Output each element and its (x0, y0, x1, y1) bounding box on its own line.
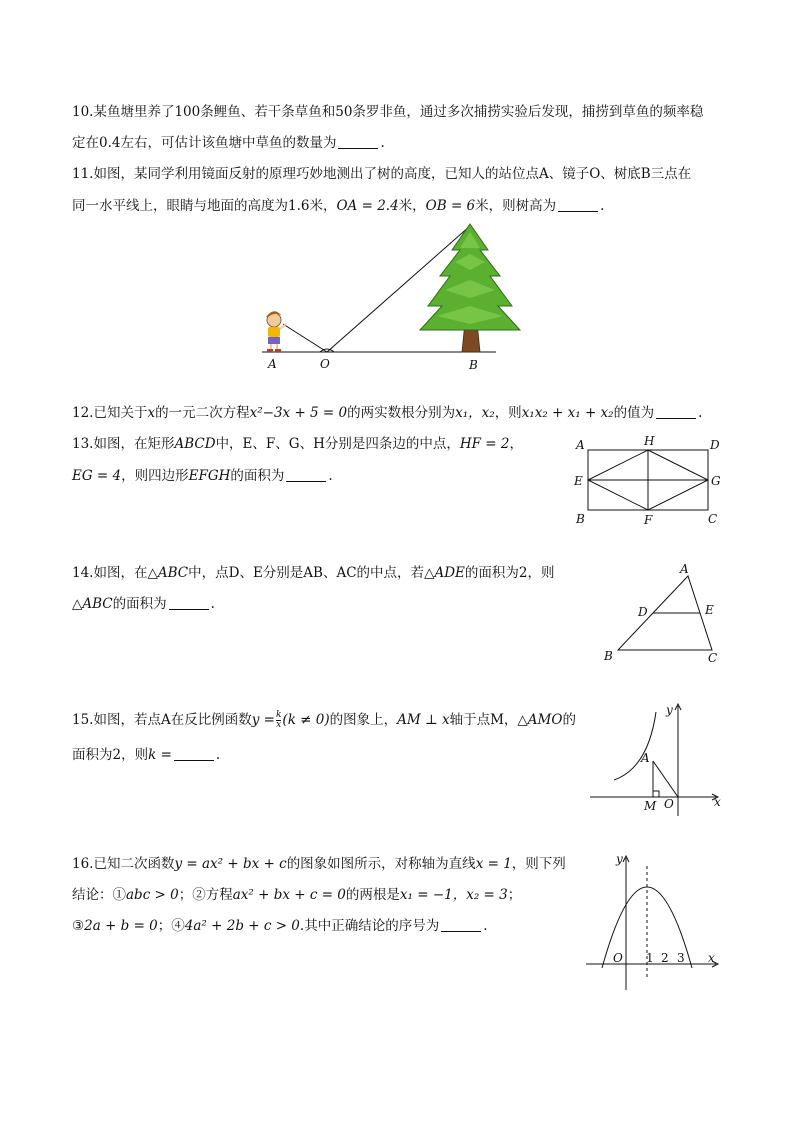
q12-answer-blank[interactable] (656, 406, 696, 419)
q15-frac-num: k (275, 710, 282, 720)
q14-label-e: E (705, 603, 714, 617)
q13-answer-blank[interactable] (286, 469, 326, 482)
q11-text1: 11.如图，某同学利用镜面反射的原理巧妙地测出了树的高度，已知人的站位点A、镜子O、树底B三点在 (72, 166, 692, 182)
q11-answer-blank[interactable] (558, 199, 598, 212)
q15-text5: 面积为2，则 (72, 747, 149, 763)
q15-am-perp: AM ⊥ x (397, 712, 450, 728)
q16-cond3: 2a + b = 0 (84, 918, 158, 934)
q14-line1 (72, 564, 554, 582)
q14-label-a: A (680, 562, 689, 576)
q10-answer-blank[interactable] (338, 136, 378, 149)
q15-y-arrow (675, 704, 681, 710)
q16-y-arrow (623, 856, 629, 862)
q16-text9: ；④ (157, 918, 185, 934)
q13-label-e: E (574, 474, 583, 488)
q16-text4: 结论：① (72, 887, 126, 903)
q12-roots: x₁，x₂ (455, 405, 495, 421)
q12-text3: 的两实数根分别为 (347, 405, 456, 421)
q15-label-m: M (644, 799, 657, 813)
q16-text6: 的两根是 (345, 887, 400, 903)
q15-ao-segment (653, 761, 678, 797)
q11-label-b: B (469, 358, 478, 372)
q15-label-x: x (714, 795, 721, 809)
q14-label-c: C (708, 651, 718, 665)
q10-text1: 10.某鱼塘里养了100条鲤鱼、若干条草鱼和50条罗非鱼，通过多次捕捞实验后发现，捕捞到草鱼的频率稳 (72, 104, 704, 120)
q14-abc2: △ABC (72, 596, 113, 612)
q14-text2: 中，点D、E分别是AB、AC的中点，若 (188, 565, 425, 581)
q16-cond1: abc > 0 (126, 887, 179, 903)
q12-text5: 的值为 (613, 405, 655, 421)
q10-line1 (72, 103, 703, 121)
q14-ade: △ADE (424, 565, 465, 581)
q11-incident-ray (283, 324, 327, 352)
q16-text1: 16.已知二次函数 (72, 856, 175, 872)
q14-label-d: D (638, 605, 648, 619)
q15-label-y: y (666, 703, 673, 717)
q14-label-b: B (604, 649, 613, 663)
q11-label-o: O (320, 357, 330, 371)
q16-text2: 的图象如图所示，对称轴为直线 (286, 856, 476, 872)
q15-frac-den: x (276, 720, 282, 730)
q12-line1 (72, 404, 702, 422)
q16-line1 (72, 855, 566, 873)
q13-abcd: ABCD (174, 436, 216, 452)
q16-label-o: O (613, 951, 623, 965)
q11-ob: OB = 6 (425, 198, 476, 214)
q16-function: y = ax² + bx + c (174, 856, 287, 872)
q11-text3: 米， (398, 198, 426, 214)
q16-text8: ③ (72, 918, 85, 934)
q14-text4: 的面积为 (112, 596, 167, 612)
q15-k-eq: k = (148, 747, 172, 763)
q15-text4: 的 (562, 712, 576, 728)
q13-label-b: B (576, 512, 585, 526)
q12-text4: ，则 (494, 405, 522, 421)
q12-expression: x₁x₂ + x₁ + x₂ (521, 405, 614, 421)
q13-text6: . (328, 468, 333, 484)
q13-label-f: F (644, 513, 653, 527)
q12-var-x: x (147, 405, 156, 421)
q16-tick-3: 3 (677, 951, 685, 965)
q16-text7: ； (507, 887, 522, 903)
q13-rhombus (588, 450, 708, 510)
q15-label-a: A (641, 751, 650, 765)
q14-line2 (72, 595, 215, 613)
q15-text6: . (215, 747, 221, 763)
q11-oa: OA = 2.4 (336, 198, 399, 214)
q11-text5: . (600, 198, 605, 214)
q12-text6: . (698, 405, 703, 421)
q16-answer-blank[interactable] (441, 919, 481, 932)
q11-tree-icon (420, 224, 520, 352)
q13-text2: 中，E、F、G、H分别是四条边的中点， (215, 436, 460, 452)
q15-y-eq: y = (251, 712, 275, 728)
q15-line1 (72, 711, 576, 730)
q12-text2: 的一元二次方程 (155, 405, 250, 421)
q15-text1: 15.如图，若点A在反比例函数 (72, 712, 252, 728)
q15-amo: △AMO (517, 712, 563, 728)
q16-line3 (72, 917, 488, 935)
q15-fraction (276, 711, 281, 730)
q14-triangle (618, 576, 712, 650)
q16-label-x: x (708, 951, 715, 965)
q11-line1 (72, 165, 691, 183)
q13-hf: HF = 2 (459, 436, 510, 452)
q13-text1: 13.如图，在矩形 (72, 436, 175, 452)
q11-text2: 同一水平线上，眼睛与地面的高度为1.6米， (72, 198, 337, 214)
q15-text3: 轴于点M， (449, 712, 518, 728)
q13-label-h: H (644, 434, 655, 448)
q13-rectangle (588, 450, 708, 510)
q11-reflected-ray (327, 226, 470, 352)
q11-text4: 米，则树高为 (475, 198, 557, 214)
q13-line1 (72, 435, 523, 453)
q13-text3: ， (509, 436, 523, 452)
q10-text3: . (380, 135, 385, 151)
q15-x-arrow (712, 794, 718, 800)
q15-line2 (72, 746, 220, 764)
q15-hyperbola (614, 712, 656, 780)
q16-parabola (602, 887, 692, 968)
q16-text3: ，则下列 (511, 856, 566, 872)
q12-equation: x²−3x + 5 = 0 (249, 405, 348, 421)
q16-tick-2: 2 (661, 951, 669, 965)
q14-text3: 的面积为2，则 (464, 565, 555, 581)
q16-tick-1: 1 (646, 951, 654, 965)
q16-roots: x₁ = −1，x₂ = 3 (399, 887, 508, 903)
q16-x-arrow (712, 961, 718, 967)
q11-line2 (72, 197, 604, 215)
q13-label-c: C (708, 512, 718, 526)
q13-label-g: G (711, 474, 721, 488)
q15-label-o: O (664, 797, 674, 811)
q13-text5: 的面积为 (230, 468, 285, 484)
q11-label-a: A (268, 357, 277, 371)
q13-text4: ，则四边形 (121, 468, 189, 484)
q14-text1: 14.如图，在 (72, 565, 148, 581)
q13-eg: EG = 4 (72, 468, 122, 484)
q16-text10: .其中正确结论的序号为 (299, 918, 440, 934)
q13-label-a: A (576, 438, 585, 452)
q11-person-icon (266, 311, 286, 352)
q13-efgh: EFGH (188, 468, 231, 484)
q13-label-d: D (710, 438, 720, 452)
q14-text5: . (210, 596, 215, 612)
q15-answer-blank[interactable] (174, 748, 214, 761)
q16-cond4: 4a² + 2b + c > 0 (184, 918, 300, 934)
q10-text2: 定在0.4左右，可估计该鱼塘中草鱼的数量为 (72, 135, 337, 151)
q15-condition: (k ≠ 0) (282, 712, 330, 728)
q11-mirror (320, 349, 334, 352)
q15-right-angle-mark (653, 791, 659, 797)
q16-line2 (72, 886, 521, 904)
q10-line2 (72, 134, 385, 152)
q16-text11: . (483, 918, 488, 934)
q16-label-y: y (616, 852, 623, 866)
q15-text2: 的图象上， (329, 712, 398, 728)
q13-line2 (72, 467, 333, 485)
q12-text1: 12.已知关于 (72, 405, 148, 421)
q16-equation: ax² + bx + c = 0 (232, 887, 346, 903)
q16-axis-eq: x = 1 (475, 856, 512, 872)
q14-answer-blank[interactable] (169, 597, 209, 610)
q16-text5: ；②方程 (178, 887, 233, 903)
q14-abc: △ABC (147, 565, 189, 581)
